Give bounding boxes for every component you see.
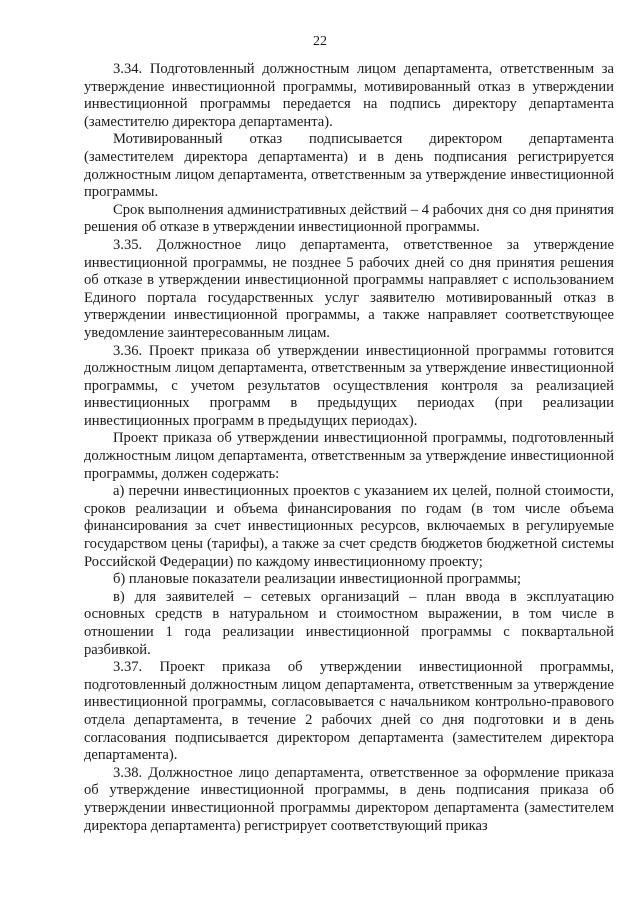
paragraph: в) для заявителей – сетевых организаций – план ввода в эксплуатацию основных средств в натуральном и стоимостном выражении, в том числе в отношении 1 года реализации инвестиционной программы с поквартальной разбивкой.	[84, 588, 614, 658]
paragraph: 3.36. Проект приказа об утверждении инвестиционной программы готовится должностным лицом департамента, ответственным за утверждение инвестиционной программы, с учетом результатов осуществления контроля за реализацией инвестиционных программ в предыдущих периодах (при реализации инвестиционных программ в предыдущих периодах).	[84, 342, 614, 429]
paragraph: б) плановые показатели реализации инвестиционной программы;	[113, 571, 522, 588]
paragraph: 3.37. Проект приказа об утверждении инвестиционной программы, подготовленный должностным лицом департамента, ответственным за утверждение инвестиционной программы, согласовывается с начальником контрольно-правового отдела департамента, в течение 2 рабочих дней со дня подготовки и в день согласования подписывается директором департамента (заместителем директора департамента).	[84, 659, 614, 764]
document-body	[84, 61, 614, 835]
paragraph: а) перечни инвестиционных проектов с указанием их целей, полной стоимости, сроков реализации и объема финансирования по годам (в том числе объема финансирования за счет инвестиционных ресурсов, включаемых в регулируемые государством цены (тарифы), а также за счет средств бюджетов бюджетной системы Российской Федерации) по каждому инвестиционному проекту;	[84, 483, 614, 570]
paragraph: 3.38. Должностное лицо департамента, ответственное за оформление приказа об утверждение инвестиционной программы, в день подписания приказа об утверждении инвестиционной программы директором департамента (заместителем директора департамента) регистрирует соответствующий приказ	[84, 764, 614, 834]
paragraph: 3.34. Подготовленный должностным лицом департамента, ответственным за утверждение инвестиционной программы, мотивированный отказ в утверждении инвестиционной программы передается на подпись директору департамента (заместителю директора департамента).	[84, 61, 614, 130]
paragraph: 3.35. Должностное лицо департамента, ответственное за утверждение инвестиционной программы, не позднее 5 рабочих дней со дня принятия решения об отказе в утверждении инвестиционной программы направляет с использованием Единого портала государственных услуг заявителю мотивированный отказ в утверждении инвестиционной программы, а также направляет соответствующее уведомление заинтересованным лицам.	[84, 236, 614, 341]
page-number: 22	[313, 34, 327, 49]
paragraph: Срок выполнения административных действий – 4 рабочих дня со дня принятия решения об отказе в утверждении инвестиционной программы.	[84, 201, 614, 236]
paragraph: Проект приказа об утверждении инвестиционной программы, подготовленный должностным лицом департамента, ответственным за утверждение инвестиционной программы, должен содержать:	[84, 430, 614, 482]
paragraph: Мотивированный отказ подписывается директором департамента (заместителем директора департамента) и в день подписания регистрируется должностным лицом департамента, ответственным за утверждение инвестиционной программы.	[84, 131, 614, 201]
